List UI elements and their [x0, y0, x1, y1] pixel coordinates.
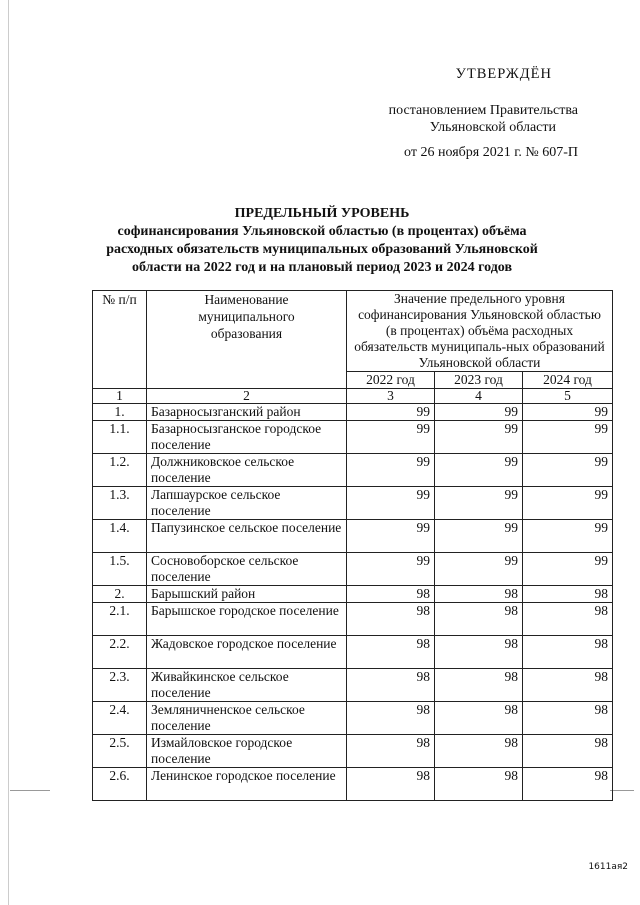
- table-row: [93, 586, 613, 603]
- row-name: Папузинское сельское поселение: [147, 520, 347, 553]
- row-number: 2.6.: [93, 768, 147, 801]
- row-value-2024: 98: [523, 636, 613, 669]
- table-row: [93, 735, 613, 768]
- row-name: Базарносызганский район: [147, 404, 347, 421]
- row-value-2022: 98: [347, 702, 435, 735]
- table-row: [93, 768, 613, 801]
- row-value-2024: 99: [523, 553, 613, 586]
- row-value-2024: 99: [523, 421, 613, 454]
- index-cell: 3: [347, 389, 435, 404]
- row-name: Барышское городское поселение: [147, 603, 347, 636]
- index-cell: 2: [147, 389, 347, 404]
- document-code: 1611ая2: [588, 862, 628, 872]
- scan-margin-line: [8, 0, 9, 905]
- row-name: Измайловское городское поселение: [147, 735, 347, 768]
- row-value-2022: 98: [347, 768, 435, 801]
- row-value-2023: 99: [435, 520, 523, 553]
- scan-artifact-left: [10, 790, 50, 791]
- row-value-2023: 98: [435, 768, 523, 801]
- row-number: 1.4.: [93, 520, 147, 553]
- row-value-2022: 98: [347, 636, 435, 669]
- row-number: 2.3.: [93, 669, 147, 702]
- approval-authority: [389, 102, 578, 136]
- scan-artifact-right: [610, 790, 634, 791]
- row-value-2023: 98: [435, 669, 523, 702]
- row-value-2023: 99: [435, 487, 523, 520]
- row-value-2024: 98: [523, 768, 613, 801]
- table-row: [93, 421, 613, 454]
- row-value-2024: 98: [523, 735, 613, 768]
- row-value-2024: 98: [523, 603, 613, 636]
- row-value-2022: 99: [347, 404, 435, 421]
- column-index-row: [93, 389, 613, 404]
- title-line2: софинансирования Ульяновской областью (в процентах) объёма: [117, 224, 527, 239]
- index-cell: 5: [523, 389, 613, 404]
- row-value-2023: 99: [435, 553, 523, 586]
- table-row: [93, 520, 613, 553]
- row-name: Лапшаурское сельское поселение: [147, 487, 347, 520]
- row-value-2024: 98: [523, 669, 613, 702]
- approval-date: от 26 ноября 2021 г. № 607-П: [404, 145, 578, 160]
- row-value-2023: 98: [435, 702, 523, 735]
- row-number: 1.: [93, 404, 147, 421]
- title-line1: ПРЕДЕЛЬНЫЙ УРОВЕНЬ: [234, 206, 410, 221]
- row-value-2022: 98: [347, 669, 435, 702]
- table-row: [93, 702, 613, 735]
- row-value-2023: 99: [435, 454, 523, 487]
- title-line4: области на 2022 год и на плановый период 2023 и 2024 годов: [131, 260, 513, 275]
- index-cell: 1: [93, 389, 147, 404]
- cofinancing-table: [92, 290, 613, 801]
- index-cell: 4: [435, 389, 523, 404]
- row-number: 2.4.: [93, 702, 147, 735]
- header-num: № п/п: [93, 291, 147, 389]
- row-value-2024: 99: [523, 487, 613, 520]
- row-value-2022: 99: [347, 487, 435, 520]
- row-value-2024: 99: [523, 454, 613, 487]
- row-value-2022: 98: [347, 735, 435, 768]
- row-value-2022: 99: [347, 520, 435, 553]
- row-name: Жадовское городское поселение: [147, 636, 347, 669]
- row-number: 2.5.: [93, 735, 147, 768]
- row-value-2022: 98: [347, 603, 435, 636]
- row-name: Сосновоборское сельское поселение: [147, 553, 347, 586]
- row-number: 1.5.: [93, 553, 147, 586]
- table-row: [93, 454, 613, 487]
- header-name: Наименование муниципального образования: [147, 291, 347, 389]
- row-number: 1.1.: [93, 421, 147, 454]
- approval-authority-line2: Ульяновской области: [429, 120, 556, 135]
- table-row: [93, 487, 613, 520]
- row-value-2023: 98: [435, 603, 523, 636]
- header-value: Значение предельного уровня софинансирования Ульяновской областью (в процентах) объёма расходных обязательств муниципаль-ных образований Ульяновской области: [347, 291, 613, 372]
- document-title: [90, 205, 554, 277]
- row-number: 1.2.: [93, 454, 147, 487]
- row-name: Земляничненское сельское поселение: [147, 702, 347, 735]
- approval-heading: УТВЕРЖДЁН: [455, 66, 552, 82]
- row-value-2023: 99: [435, 404, 523, 421]
- row-number: 2.1.: [93, 603, 147, 636]
- title-line3: расходных обязательств муниципальных образований Ульяновской: [106, 242, 538, 257]
- row-value-2022: 99: [347, 454, 435, 487]
- row-number: 1.3.: [93, 487, 147, 520]
- row-value-2023: 99: [435, 421, 523, 454]
- row-name: Ленинское городское поселение: [147, 768, 347, 801]
- row-number: 2.2.: [93, 636, 147, 669]
- table-row: [93, 636, 613, 669]
- row-value-2023: 98: [435, 735, 523, 768]
- table-row: [93, 553, 613, 586]
- header-year-2024: 2024 год: [523, 372, 613, 389]
- row-name: Должниковское сельское поселение: [147, 454, 347, 487]
- row-value-2024: 98: [523, 702, 613, 735]
- row-name: Живайкинское сельское поселение: [147, 669, 347, 702]
- table-row: [93, 603, 613, 636]
- header-year-2023: 2023 год: [435, 372, 523, 389]
- row-name: Базарносызганское городское поселение: [147, 421, 347, 454]
- row-value-2024: 99: [523, 520, 613, 553]
- row-value-2023: 98: [435, 636, 523, 669]
- row-value-2023: 98: [435, 586, 523, 603]
- row-value-2024: 99: [523, 404, 613, 421]
- approval-authority-line1: постановлением Правительства: [388, 103, 578, 118]
- table-row: [93, 404, 613, 421]
- row-value-2022: 99: [347, 421, 435, 454]
- row-number: 2.: [93, 586, 147, 603]
- row-value-2022: 98: [347, 586, 435, 603]
- row-value-2024: 98: [523, 586, 613, 603]
- header-year-2022: 2022 год: [347, 372, 435, 389]
- row-value-2022: 99: [347, 553, 435, 586]
- table-row: [93, 669, 613, 702]
- row-name: Барышский район: [147, 586, 347, 603]
